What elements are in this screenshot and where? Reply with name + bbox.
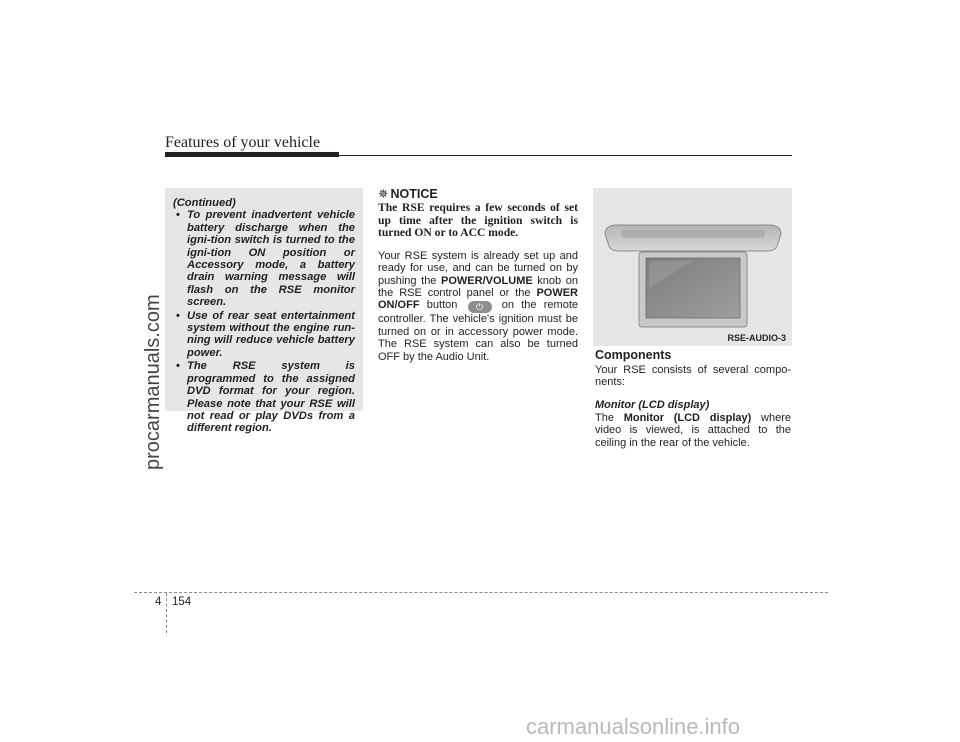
rse-monitor-figure — [593, 188, 792, 346]
notice-star-icon: ✵ — [378, 187, 389, 201]
power-volume-label: POWER/VOLUME — [441, 274, 533, 287]
chapter-number: 4 — [155, 596, 162, 608]
notice-paragraph — [378, 250, 578, 363]
bullet-item: • Use of rear seat entertainment system without the engine run-ning will reduce vehicle battery power. — [173, 310, 355, 360]
monitor-paragraph — [595, 412, 791, 449]
power-onoff-label: POWER ON/OFF — [378, 287, 578, 312]
watermark-bottom: carmanualsonline.info — [526, 714, 741, 739]
text-run: on the remote controller. The vehicle's ignition must be turned on or in accessory power mode. The RSE system can also be turned OFF by the Audio Unit. — [378, 299, 578, 363]
monitor-subheading: Monitor (LCD display) — [595, 398, 710, 411]
continued-box — [165, 188, 363, 435]
text-run: Your RSE system is already set up and ready for use, and can be turned on by pushing the — [378, 249, 578, 287]
continued-bullet-list — [173, 209, 355, 434]
footer-dashed-divider — [166, 593, 167, 633]
bullet-item: • To prevent inadvertent vehicle battery discharge when the igni-tion switch is turned to the igni-tion ON position or Accessory mode, a battery drain warning message will flash on the RSE monitor screen. — [173, 209, 355, 308]
notice-heading — [378, 186, 578, 201]
notice-bold-text: The RSE requires a few seconds of set up time after the ignition switch is turned ON or to ACC mode. — [378, 201, 578, 240]
power-button-icon: ⏻ — [468, 301, 492, 313]
text-run: knob on the RSE control panel or the — [378, 274, 578, 299]
notice-title: NOTICE — [390, 187, 438, 201]
header-rule-thick — [165, 152, 339, 157]
rse-monitor-illustration — [593, 188, 792, 346]
notice-column — [378, 186, 578, 363]
page-number: 154 — [172, 596, 192, 608]
text-run: button — [419, 299, 465, 312]
monitor-label: Monitor (LCD display) — [623, 411, 752, 424]
footer-dashed-rule — [134, 592, 828, 593]
bullet-item: • The RSE system is programmed to the assigned DVD format for your region. Please note that your RSE will not read or play DVDs from a different region. — [173, 360, 355, 434]
components-intro: Your RSE consists of several compo-nents: — [595, 364, 791, 389]
continued-label: (Continued) — [173, 197, 236, 209]
components-column — [595, 348, 791, 449]
text-run: The — [595, 411, 624, 424]
text-run: where video is viewed, is attached to the ceiling in the rear of the vehicle. — [595, 411, 791, 449]
components-heading: Components — [595, 348, 672, 362]
page-header-title: Features of your vehicle — [165, 134, 321, 151]
watermark-left: procarmanuals.com — [142, 294, 164, 470]
header-rule-thin — [339, 155, 792, 156]
figure-caption: RSE-AUDIO-3 — [727, 333, 786, 343]
